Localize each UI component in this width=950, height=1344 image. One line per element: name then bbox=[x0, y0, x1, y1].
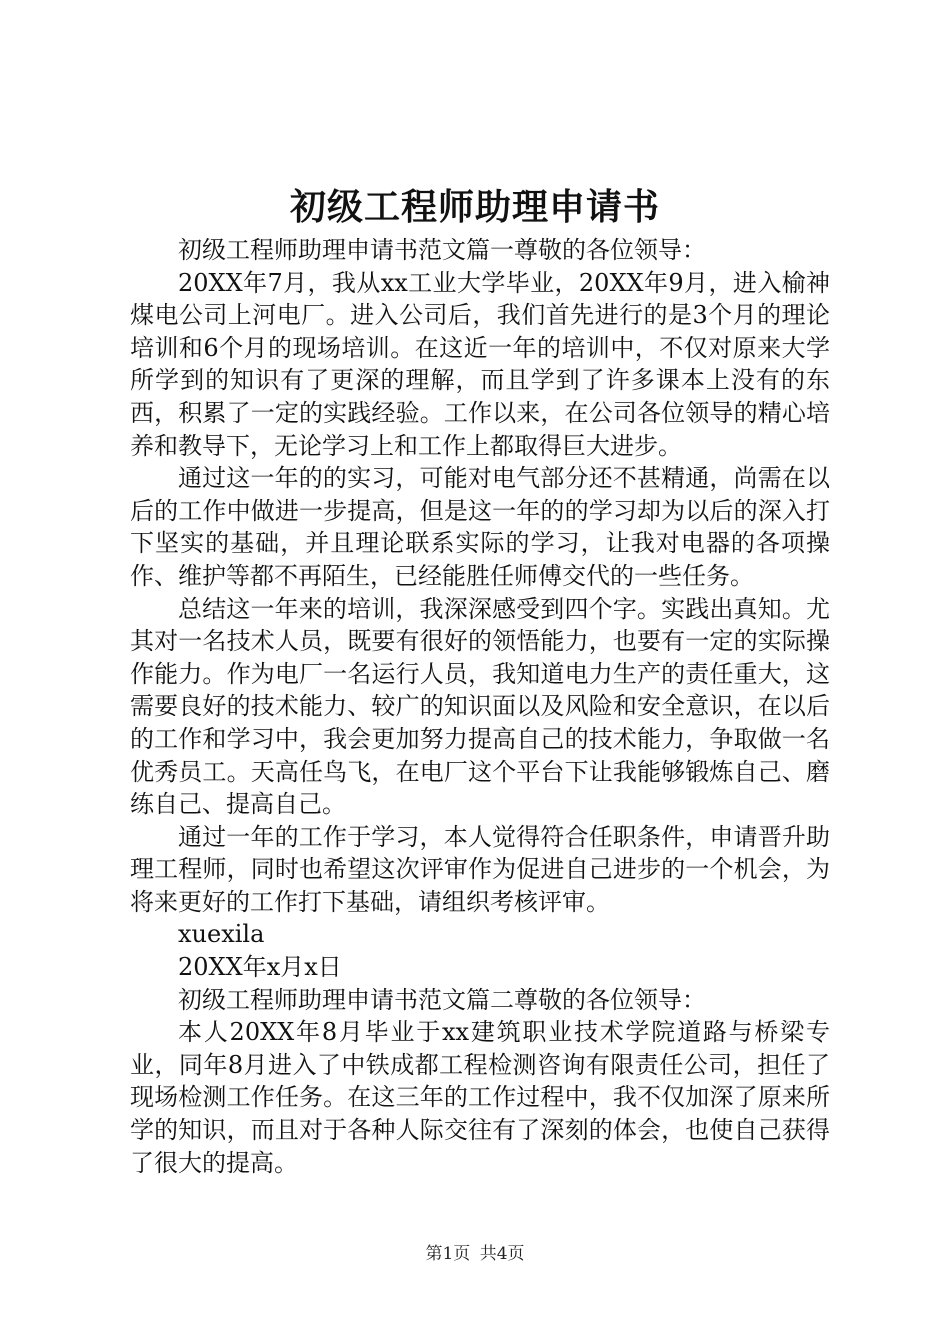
document-title: 初级工程师助理申请书 bbox=[289, 187, 660, 228]
paragraph-1: 20XX年7月，我从xx工业大学毕业，20XX年9月，进入榆神煤电公司上河电厂。进入公司后，我们首先进行的是3个月的理论培训和6个月的现场培训。在这近一年的培训中，不仅对原来大学所学到的知识有了更深的理解，而且学到了许多课本上没有的东西，积累了一定的实践经验。工作以来，在公司各位领导的精心培养和教导下，无论学习上和工作上都取得巨大进步。 bbox=[130, 268, 830, 460]
paragraph-3: 总结这一年来的培训，我深深感受到四个字。实践出真知。尤其对一名技术人员，既要有很好的领悟能力，也要有一定的实际操作能力。作为电厂一名运行人员，我知道电力生产的责任重大，这需要良好的技术能力、较广的知识面以及风险和安全意识，在以后的工作和学习中，我会更加努力提高自己的技术能力，争取做一名优秀员工。天高任鸟飞，在电厂这个平台下让我能够锻炼自己、磨练自己、提高自己。 bbox=[130, 594, 830, 819]
document-body bbox=[130, 234, 830, 1179]
paragraph-heading-1: 初级工程师助理申请书范文篇一尊敬的各位领导： bbox=[178, 236, 706, 264]
paragraph-5: 本人20XX年8月毕业于xx建筑职业技术学院道路与桥梁专业，同年8月进入了中铁成都工程检测咨询有限责任公司，担任了现场检测工作任务。在这三年的工作过程中，我不仅加深了原来所学的知识，而且对于各种人际交往有了深刻的体会，也使自己获得了很大的提高。 bbox=[130, 1018, 830, 1177]
signature-date: 20XX年x月x日 bbox=[178, 953, 342, 982]
paragraph-heading-2: 初级工程师助理申请书范文篇二尊敬的各位领导： bbox=[178, 985, 706, 1014]
page-footer bbox=[0, 1242, 950, 1266]
page-number: 第1页 bbox=[425, 1244, 471, 1264]
page-total: 共4页 bbox=[479, 1244, 525, 1264]
paragraph-4: 通过一年的工作于学习，本人觉得符合任职条件，申请晋升助理工程师，同时也希望这次评审作为促进自己进步的一个机会，为将来更好的工作打下基础，请组织考核评审。 bbox=[130, 822, 830, 916]
signature-name: xuexila bbox=[178, 920, 265, 949]
paragraph-2: 通过这一年的的实习，可能对电气部分还不甚精通，尚需在以后的工作中做进一步提高，但是这一年的的学习却为以后的深入打下坚实的基础，并且理论联系实际的学习，让我对电器的各项操作、维护等都不再陌生，已经能胜任师傅交代的一些任务。 bbox=[130, 464, 830, 590]
